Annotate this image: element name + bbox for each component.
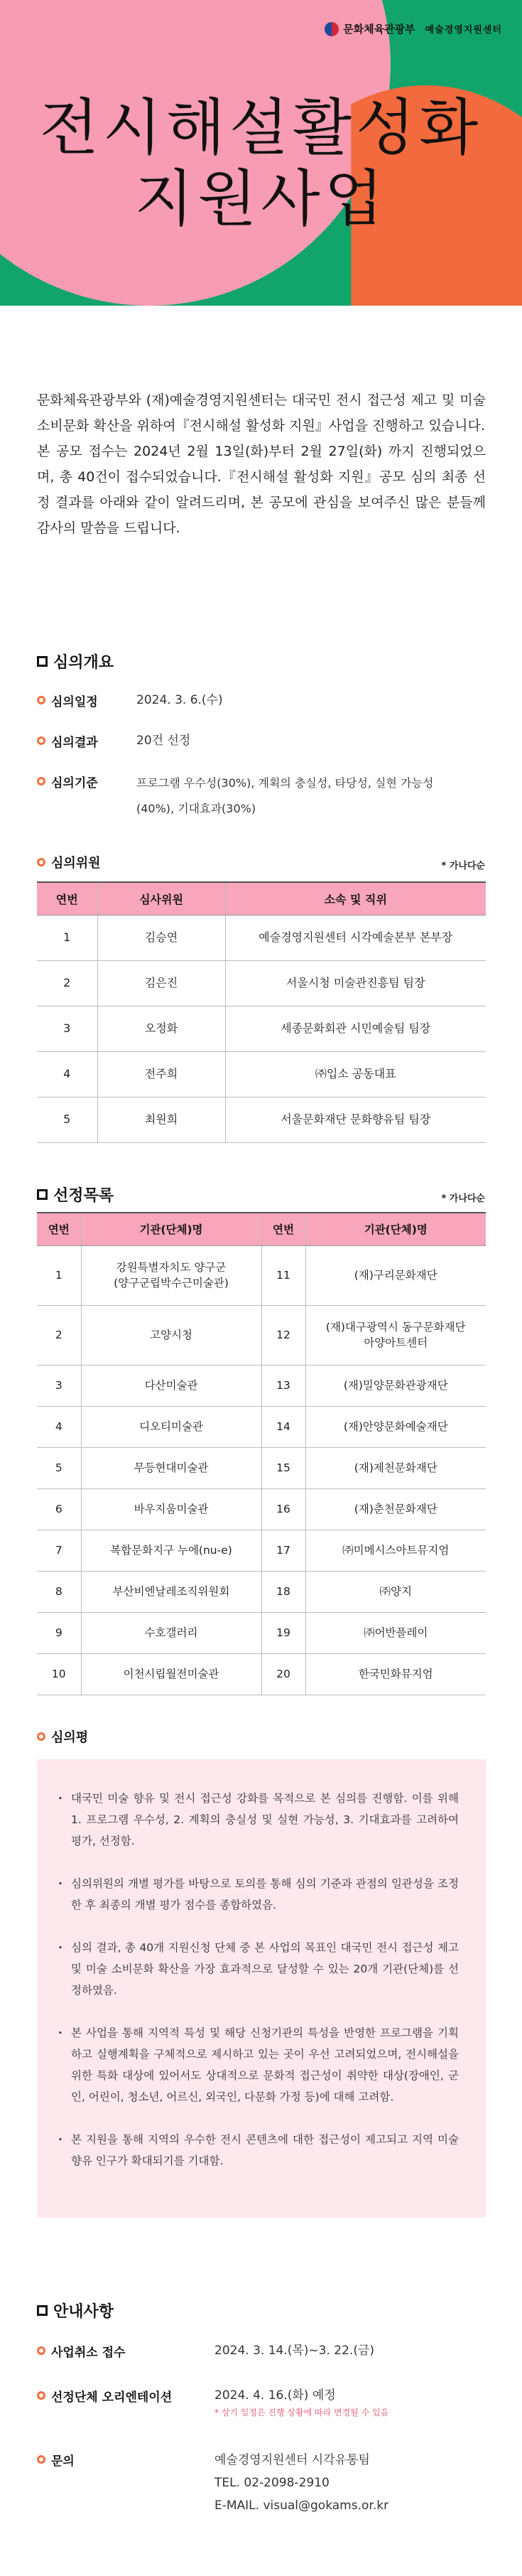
dot-bullet-icon [37, 696, 45, 704]
table-row [37, 1488, 486, 1530]
result-label: 심의결과 [51, 735, 98, 750]
table-cell: 11 [261, 1245, 305, 1305]
header-cell: 심사위원 [97, 882, 225, 915]
square-bullet-icon [37, 1189, 48, 1200]
table-cell: 20 [261, 1653, 305, 1695]
table-cell: 3 [37, 1006, 97, 1051]
contact-email: E-MAIL. visual@gokams.or.kr [214, 2499, 389, 2513]
header-cell: 기관(단체)명 [305, 1213, 486, 1245]
dot-bullet-icon [37, 2346, 45, 2355]
overview-result-row [37, 730, 190, 751]
square-bullet-icon [37, 2305, 48, 2316]
table-cell: 10 [37, 1653, 81, 1695]
table-cell: 7 [37, 1530, 81, 1571]
dot-bullet-icon [37, 2391, 45, 2400]
committee-table-header [37, 882, 486, 915]
committee-sort-note: * 가나다순 [441, 861, 485, 871]
table-row [37, 960, 486, 1006]
table-cell: 4 [37, 1051, 97, 1097]
table-row [37, 1612, 486, 1653]
review-title-text: 심의평 [51, 1730, 89, 1745]
dot-bullet-icon [37, 1732, 45, 1741]
hero-title-line2: 지원사업 [134, 163, 388, 235]
org1-name: 문화체육관광부 [343, 23, 415, 36]
info-title-text: 안내사항 [53, 2303, 114, 2321]
table-cell: 1 [37, 1245, 81, 1305]
table-cell: (재)밀양문화관광재단 [305, 1365, 486, 1406]
table-cell: (재)구리문화재단 [305, 1245, 486, 1305]
table-cell: 오정화 [97, 1006, 225, 1051]
table-cell: 강원특별자치도 양구군 (양구군립박수근미술관) [81, 1245, 261, 1305]
date-value: 2024. 3. 6.(수) [136, 693, 223, 707]
dot-bullet-icon [37, 858, 45, 866]
selection-table [37, 1212, 486, 1695]
table-cell: 다산미술관 [81, 1365, 261, 1406]
table-row [37, 1530, 486, 1571]
header-cell: 소속 및 직위 [225, 882, 486, 915]
table-cell: ㈜양지 [305, 1571, 486, 1612]
review-box [37, 1759, 486, 2218]
table-row [37, 1051, 486, 1097]
intro-paragraph-2: 본 공모 접수는 2024년 2월 13일(화)부터 2월 27일(화) 까지 진행되었으며, 총 40건이 접수되었습니다.『전시해설 활성화 지원』공모 심의 최종 선정 결과를 아래와 같이 알려드리며, 본 공모에 관심을 보여주신 많은 분들께 감사의 말씀을 드립니다. [37, 444, 486, 536]
table-cell: 예술경영지원센터 시각예술본부 본부장 [225, 915, 486, 960]
header-cell: 연번 [261, 1213, 305, 1245]
orientation-value: 2024. 4. 16.(화) 예정 [214, 2388, 336, 2403]
table-cell: 8 [37, 1571, 81, 1612]
intro-paragraph-1: 문화체육관광부와 (재)예술경영지원센터는 대국민 전시 접근성 제고 및 미술 소비문화 확산을 위하여『전시해설 활성화 지원』사업을 진행하고 있습니다. [37, 392, 486, 434]
list-item: · 본 사업을 통해 지역적 특성 및 해당 신청기관의 특성을 반영한 프로그램을 기획하고 실행계획을 구체적으로 제시하고 있는 곳이 우선 고려되었으며, 전시해설을 위한 특화 대상에 있어서도 상대적으로 문화적 접근성이 취약한 대상(장애인, 군인, 어린이, 청소년, 어르신, 외국인, 다문화 가정 등)에 대해 고려함. [58, 2022, 459, 2108]
review-list [58, 1788, 459, 2172]
info-section-title [37, 2299, 114, 2322]
table-row [37, 1406, 486, 1447]
table-row [37, 1447, 486, 1488]
table-row [37, 1245, 486, 1305]
table-cell: 16 [261, 1488, 305, 1530]
contact-org: 예술경영지원센터 시각유통팀 [214, 2453, 370, 2467]
table-cell: 2 [37, 1305, 81, 1365]
list-item: · 심의 결과, 총 40개 지원신청 단체 중 본 사업의 목표인 대국민 전시 접근성 제고 및 미술 소비문화 확산을 가장 효과적으로 달성할 수 있는 20개 기관(단체)를 선정하였음. [58, 1937, 459, 2001]
table-cell: 17 [261, 1530, 305, 1571]
table-cell: 6 [37, 1488, 81, 1530]
table-cell: 13 [261, 1365, 305, 1406]
review-section-title [37, 1727, 88, 1746]
header-cell: 연번 [37, 882, 97, 915]
withdraw-value: 2024. 3. 14.(목)~3. 22.(금) [214, 2344, 375, 2358]
table-cell: 디오티미술관 [81, 1406, 261, 1447]
hero-title-line1: 전시해설활성화 [39, 92, 483, 163]
table-cell: 무등현대미술관 [81, 1447, 261, 1488]
selection-sort-note: * 가나다순 [441, 1193, 485, 1204]
dot-bullet-icon [37, 2455, 45, 2464]
table-cell: 바우지움미술관 [81, 1488, 261, 1530]
table-cell: 15 [261, 1447, 305, 1488]
table-row [37, 1097, 486, 1142]
list-item: · 대국민 미술 향유 및 전시 접근성 강화를 목적으로 본 심의를 진행함. 이를 위해 1. 프로그램 우수성, 2. 계획의 충실성 및 실현 가능성, 3. 기대효과를 고려하여 평가, 선정함. [58, 1788, 459, 1852]
header-cell: 기관(단체)명 [81, 1213, 261, 1245]
table-cell: 전주희 [97, 1051, 225, 1097]
table-cell: 수호갤러리 [81, 1612, 261, 1653]
header-logos [325, 21, 502, 36]
contact-tel: TEL. 02-2098-2910 [214, 2476, 330, 2490]
orientation-label: 선정단체 오리엔테이션 [51, 2390, 173, 2405]
table-cell: 복합문화지구 누에(nu-e) [81, 1530, 261, 1571]
table-row [37, 1365, 486, 1406]
info-orientation-row [37, 2385, 388, 2419]
table-cell: ㈜어반플레이 [305, 1612, 486, 1653]
table-cell: 5 [37, 1447, 81, 1488]
gokams-logo: 예술경영지원센터 [425, 25, 502, 36]
list-item: · 본 지원을 통해 지역의 우수한 전시 콘텐츠에 대한 접근성이 제고되고 지역 미술 향유 인구가 확대되기를 기대함. [58, 2129, 459, 2172]
mcst-logo [325, 21, 415, 36]
result-value: 20건 선정 [136, 734, 191, 748]
table-cell: 김은진 [97, 960, 225, 1006]
square-bullet-icon [37, 656, 48, 667]
criteria-label: 심의기준 [51, 776, 98, 790]
info-withdraw-row [37, 2340, 374, 2361]
info-contact-row [37, 2449, 388, 2517]
table-cell: 세종문화회관 시민예술팀 팀장 [225, 1006, 486, 1051]
table-cell: 부산비엔날레조직위원회 [81, 1571, 261, 1612]
table-cell: ㈜미메시스아트뮤지엄 [305, 1530, 486, 1571]
committee-section-title [37, 853, 101, 871]
selection-table-body [37, 1245, 486, 1695]
table-cell: 4 [37, 1406, 81, 1447]
table-cell: (재)춘천문화재단 [305, 1488, 486, 1530]
table-cell: 3 [37, 1365, 81, 1406]
selection-title-text: 선정목록 [53, 1187, 114, 1205]
table-cell: 19 [261, 1612, 305, 1653]
committee-table [37, 881, 486, 1143]
date-label: 심의일정 [51, 694, 98, 709]
table-row [37, 915, 486, 960]
table-cell: 서울시청 미술관진흥팀 팀장 [225, 960, 486, 1006]
list-item: · 심의위원의 개별 평가를 바탕으로 토의를 통해 심의 기준과 관점의 일관성을 조정한 후 최종의 개별 평가 점수를 종합하였음. [58, 1873, 459, 1916]
table-cell: ㈜입소 공동대표 [225, 1051, 486, 1097]
selection-table-header [37, 1213, 486, 1245]
table-cell: 2 [37, 960, 97, 1006]
table-cell: 최원희 [97, 1097, 225, 1142]
table-row [37, 1006, 486, 1051]
table-cell: (재)제천문화재단 [305, 1447, 486, 1488]
withdraw-label: 사업취소 접수 [51, 2345, 126, 2360]
hero-banner [0, 0, 522, 306]
table-row [37, 1305, 486, 1365]
table-cell: 서울문화재단 문화향유팀 팀장 [225, 1097, 486, 1142]
criteria-value: 프로그램 우수성(30%), 계획의 충실성, 타당성, 실현 가능성 (40%), 기대효과(30%) [136, 776, 434, 815]
table-cell: 1 [37, 915, 97, 960]
table-cell: 김승연 [97, 915, 225, 960]
overview-date-row [37, 689, 223, 711]
overview-section-title [37, 650, 114, 672]
table-row [37, 1653, 486, 1695]
table-row [37, 1571, 486, 1612]
taegeuk-emblem-icon [325, 22, 339, 36]
dot-bullet-icon [37, 736, 45, 745]
table-cell: (재)안양문화예술재단 [305, 1406, 486, 1447]
header-cell: 연번 [37, 1213, 81, 1245]
overview-title-text: 심의개요 [53, 654, 114, 672]
contact-label: 문의 [51, 2454, 75, 2469]
table-cell: 12 [261, 1305, 305, 1365]
intro-text [37, 387, 486, 541]
table-cell: 18 [261, 1571, 305, 1612]
table-cell: 이천시립월전미술관 [81, 1653, 261, 1695]
table-cell: 14 [261, 1406, 305, 1447]
table-cell: 고양시청 [81, 1305, 261, 1365]
overview-criteria-row [37, 771, 486, 822]
dot-bullet-icon [37, 777, 45, 785]
table-cell: 9 [37, 1612, 81, 1653]
orientation-note: * 상기 일정은 진행 상황에 따라 변경될 수 있음 [214, 2408, 389, 2417]
selection-section-title [37, 1184, 114, 1206]
table-cell: 5 [37, 1097, 97, 1142]
table-cell: 한국민화뮤지엄 [305, 1653, 486, 1695]
committee-title-text: 심의위원 [51, 856, 101, 871]
table-cell: (재)대구광역시 동구문화재단 아양아트센터 [305, 1305, 486, 1365]
